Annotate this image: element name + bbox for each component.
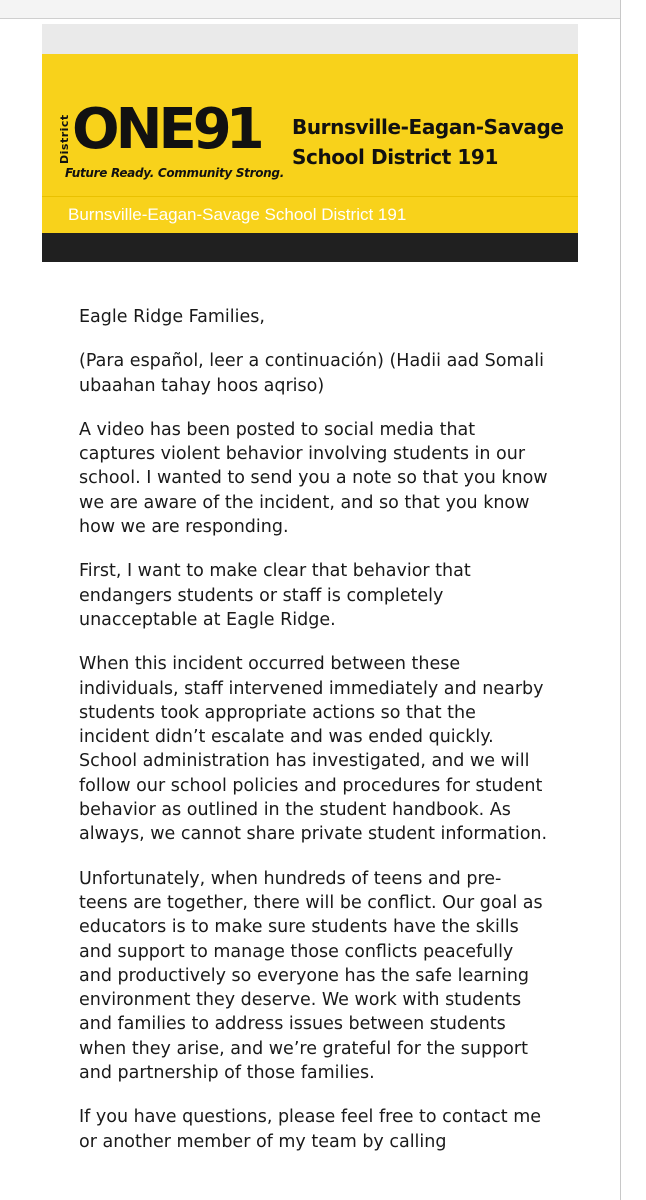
top-divider — [0, 18, 620, 19]
letter-paragraph: (Para español, leer a continuación) (Hadii aad Somali ubaahan tahay hoos aqriso) — [79, 351, 544, 396]
district-name-line2: School District 191 — [292, 145, 498, 169]
email-header-banner — [42, 24, 578, 262]
browser-top-edge — [0, 0, 646, 18]
letter-paragraph: When this incident occurred between these individuals, staff intervened immediately and nearby students took appropriate actions so that the incident didn’t escalate and was ended quickly. School administration has investigated, and we will follow our school policies and procedures for student behavior as outlined in the student handbook. As always, we cannot share private student information. — [79, 654, 548, 845]
district-logo — [72, 97, 259, 162]
subtitle-bar — [42, 196, 578, 234]
header-dark-band — [42, 233, 578, 262]
letter-greeting: Eagle Ridge Families, — [79, 307, 265, 327]
logo-number: 91 — [192, 97, 259, 162]
letter-paragraph: If you have questions, please feel free to contact me or another member of my team by calling — [79, 1107, 542, 1152]
district-name — [292, 112, 578, 172]
logo-word: ONE — [72, 97, 193, 162]
window-right-edge — [620, 0, 646, 1200]
logo-panel — [42, 54, 578, 196]
letter-paragraph: A video has been posted to social media that captures violent behavior involving students in our school. I wanted to send you a note so that you know we are aware of the incident, and so that you know how we are responding. — [79, 419, 548, 538]
letter-paragraph: First, I want to make clear that behavior that endangers students or staff is completely unacceptable at Eagle Ridge. — [79, 561, 471, 630]
logo-tagline: Future Ready. Community Strong. — [65, 166, 284, 180]
subtitle-text: Burnsville-Eagan-Savage School District 191 — [68, 205, 407, 224]
letter-body — [79, 305, 549, 1174]
logo-district-label: District — [58, 114, 71, 164]
letter-paragraph: Unfortunately, when hundreds of teens and pre-teens are together, there will be conflict. Our goal as educators is to make sure students have the skills and support to manage those conflicts peacefully and productively so everyone has the safe learning environment they deserve. We work with students and families to address issues between students when they arise, and we’re grateful for the support and partnership of those families. — [79, 868, 543, 1084]
district-name-line1: Burnsville-Eagan-Savage — [292, 115, 564, 139]
